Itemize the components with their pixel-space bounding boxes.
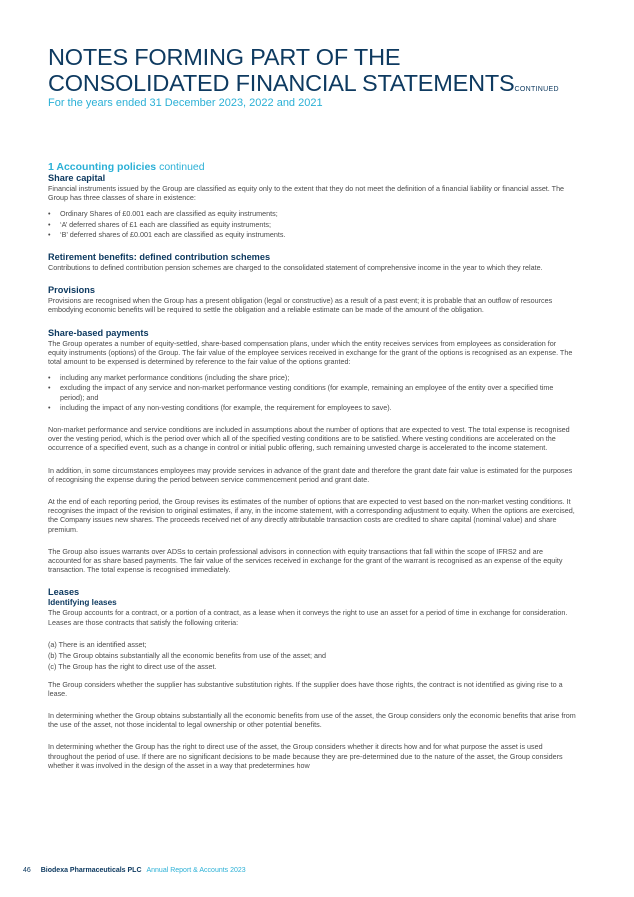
identifying-leases-heading: Identifying leases: [48, 598, 117, 608]
title-continued: CONTINUED: [514, 86, 559, 93]
leases-para-2: The Group considers whether the supplier has substantive substitution rights. If the supplier does have those rights, the contract is not identified as giving rise to a lease.: [48, 679, 563, 698]
page-title: [48, 44, 608, 103]
lease-criterion: (a) There is an identified asset;: [48, 639, 147, 649]
page-subtitle: For the years ended 31 December 2023, 2022 and 2021: [48, 97, 323, 109]
share-based-para-4: At the end of each reporting period, the Group revises its estimates of the number of options that are expected to vest based on the non-market vesting conditions. It recognises the impact of the revision to original estimates, if any, in the income statement, with a corresponding adjustment to equity. When the options are exercised, the Company issues new shares. The proceeds received net of any directly attributable transaction costs are credited to share capital (nominal value) and share premium.: [48, 497, 575, 534]
retirement-para: Contributions to defined contribution pension schemes are charged to the consolidated statement of comprehensive income in the year to which they relate.: [48, 263, 543, 273]
share-based-list: [48, 373, 576, 412]
retirement-heading: Retirement benefits: defined contribution schemes: [48, 252, 271, 263]
share-based-para-5: The Group also issues warrants over ADSs to certain professional advisors in connection with equity transactions that fall within the scope of IFRS2 and are accounted for as share based payments. The fair value of the services received in exchange for the grant of the warrant is recognised as an expense of the equity transaction. The total expense is recognised immediately.: [48, 546, 563, 575]
lease-criterion: (c) The Group has the right to direct use of the asset.: [48, 662, 217, 672]
list-item: • Ordinary Shares of £0.001 each are classified as equity instruments;: [60, 209, 576, 218]
share-based-para-2: Non-market performance and service conditions are included in assumptions about the number of options that are expected to vest. The total expense is recognised over the vesting period, which is the period over which all of the specified vesting conditions are to be satisfied. Where vesting conditions are accelerated on the occurrence of a specified event, such as a change in control or initial public offering, such remaining unvested charge is accelerated to the income statement.: [48, 425, 570, 453]
share-capital-list: [48, 209, 576, 239]
list-item: • excluding the impact of any service and non-market performance vesting conditions (for example, remaining an employee of the entity over a specified time period); and: [60, 383, 576, 401]
footer-report: Annual Report & Accounts 2023: [146, 867, 246, 874]
share-based-para-1: The Group operates a number of equity-settled, share-based compensation plans, under which the entity receives services from employees as consideration for equity instruments (options) of the Group. The fair value of the employee services received in exchange for the grant of the options is recognised as an expense. The total amount to be expensed is determined by reference to the fair value of the options granted:: [48, 338, 573, 367]
share-based-para-3: In addition, in some circumstances employees may provide services in advance of the grant date and therefore the grant date fair value is estimated for the purposes of recognising the expense during the period between service commencement period and grant date.: [48, 465, 573, 484]
document-body: [48, 161, 576, 777]
list-item: • including any market performance conditions (including the share price);: [60, 373, 576, 382]
leases-para-1: The Group accounts for a contract, or a portion of a contract, as a lease when it conveys the right to use an asset for a period of time in exchange for consideration. Leases are those contracts that satisfy the following criteria:: [48, 608, 568, 627]
page-footer: [23, 867, 246, 874]
title-line-1: NOTES FORMING PART OF THE: [48, 44, 401, 70]
list-item: • ‘A’ deferred shares of £1 each are classified as equity instruments;: [60, 220, 576, 229]
lease-criterion: (b) The Group obtains substantially all the economic benefits from use of the asset; and: [48, 651, 326, 661]
leases-para-3: In determining whether the Group obtains substantially all the economic benefits from use of the asset, the Group considers only the economic benefits that arise from the use of the asset, not those incidental to legal ownership or other potential benefits.: [48, 710, 576, 730]
leases-heading: Leases: [48, 587, 80, 598]
list-item: • ‘B’ deferred shares of £0.001 each are classified as equity instruments.: [60, 230, 576, 239]
footer-company: Biodexa Pharmaceuticals PLC: [40, 867, 142, 874]
provisions-heading: Provisions: [48, 285, 95, 296]
title-line-2: CONSOLIDATED FINANCIAL STATEMENTS: [48, 70, 515, 96]
leases-para-4: In determining whether the Group has the right to direct use of the asset, the Group considers whether it directs how and for what purpose the asset is used throughout the period of use. If there are no significant decisions to be made because they are pre-determined due to the nature of the asset, the Group considers whether it was involved in the design of the asset in a way that predetermines how: [48, 742, 563, 770]
list-item: • including the impact of any non-vesting conditions (for example, the requirement for employees to save).: [60, 403, 576, 412]
share-based-heading: Share-based payments: [48, 327, 149, 338]
page-number: 46: [23, 867, 31, 874]
section-title: 1 Accounting policies: [48, 161, 157, 173]
section-heading: [48, 161, 576, 173]
share-capital-para: Financial instruments issued by the Group are classified as equity only to the extent that they do not meet the definition of a financial liability or financial asset. The Group has three classes of share in existence:: [48, 184, 565, 203]
share-capital-heading: Share capital: [48, 173, 106, 183]
section-continued: continued: [159, 161, 205, 173]
provisions-para: Provisions are recognised when the Group has a present obligation (legal or constructive) as a result of a past event; it is probable that an outflow of resources embodying economic benefits will be required to settle the obligation and a reliable estimate can be made of the amount of the obligation.: [48, 296, 553, 315]
